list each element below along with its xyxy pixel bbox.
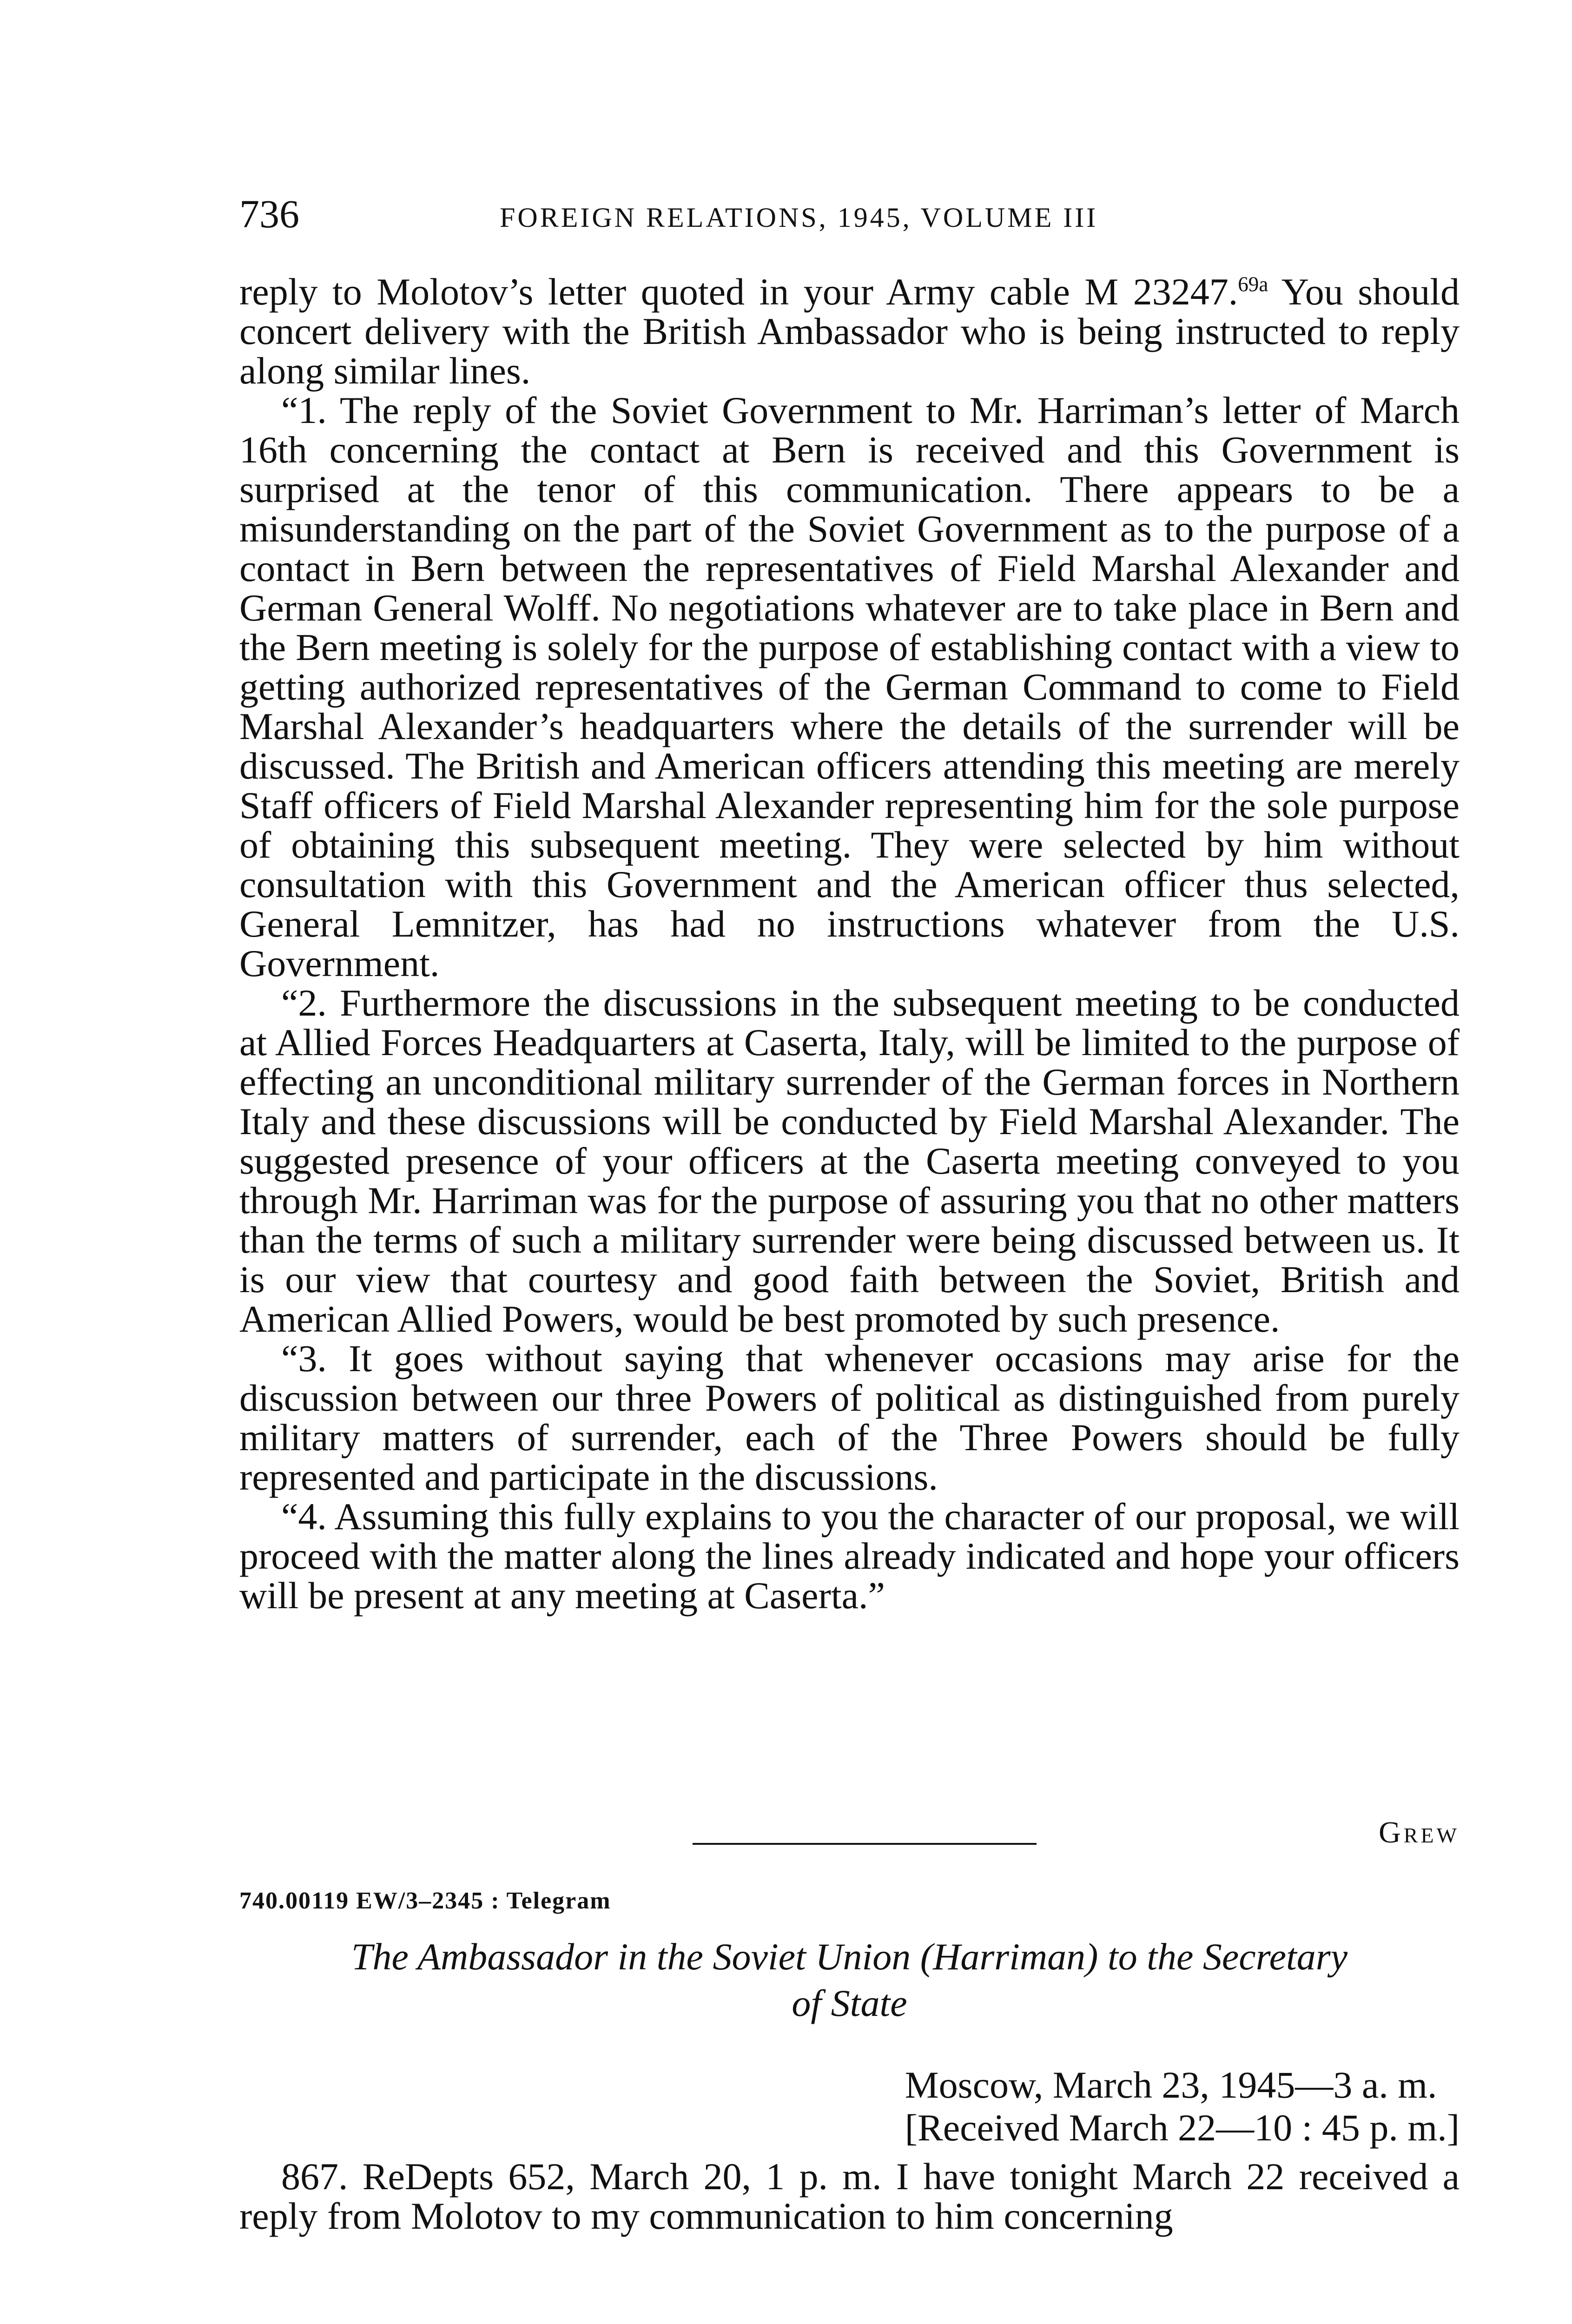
signature: Grew: [1379, 1816, 1460, 1849]
paragraph-4: “4. Assuming this fully explains to you the character of our proposal, we will proceed with the matter along the lines already indicated and hope your officers will be present at any meeting at Caserta.”: [239, 1495, 1460, 1617]
title-line-2: of State: [792, 1982, 907, 2024]
paragraph-1: “1. The reply of the Soviet Government to Mr. Harriman’s letter of March 16th concerning the contact at Bern is received and this Government is surprised at the tenor of this communication. There appears to be a misunderstanding on the part of the Soviet Government as to the purpose of a contact in Bern between the representatives of Field Marshal Alexander and German General Wolff. No negotiations whatever are to take place in Bern and the Bern meeting is solely for the purpose of establishing contact with a view to getting authorized representatives of the German Command to come to Field Marshal Alexander’s headquarters where the details of the surrender will be discussed. The British and American officers attending this meeting are merely Staff officers of Field Marshal Alexander representing him for the sole purpose of obtaining this subsequent meeting. They were selected by him without consultation with this Government and the American officer thus selected, General Lemnitzer, has had no instructions whatever from the U.S. Government.: [239, 389, 1460, 984]
running-head: FOREIGN RELATIONS, 1945, VOLUME III: [500, 202, 1098, 233]
title-line-1: The Ambassador in the Soviet Union (Harriman) to the Secretary: [351, 1935, 1348, 1978]
telegram-paragraph: 867. ReDepts 652, March 20, 1 p. m. I have tonight March 22 received a reply from Molotov to my communication to him concerning: [239, 2155, 1460, 2237]
paragraph-3: “3. It goes without saying that whenever occasions may arise for the discussion between our three Powers of political as distinguished from purely military matters of surrender, each of the Three Powers should be fully represented and participate in the discussions.: [239, 1337, 1460, 1498]
footnote-ref: 69a: [1238, 272, 1268, 296]
page-header: [239, 186, 1460, 242]
page-number: 736: [239, 191, 299, 236]
dateline-sent: Moscow, March 23, 1945—3 a. m.: [905, 2064, 1437, 2106]
document-title: [239, 1934, 1460, 2027]
paragraph-intro-text: reply to Molotov’s letter quoted in your Army cable M 23247.: [239, 271, 1238, 313]
paragraph-intro: [239, 272, 1460, 390]
paragraph-intro-rest: You should concert delivery with the British Ambassador who is being instructed to reply along similar lines.: [239, 271, 1460, 392]
telegram-text: [239, 2157, 1460, 2236]
main-text: [239, 272, 1460, 1615]
separator-rule: [693, 1843, 1037, 1845]
dateline: [905, 2064, 1460, 2149]
dateline-received: [Received March 22—10 : 45 p. m.]: [905, 2106, 1460, 2149]
paragraph-2: “2. Furthermore the discussions in the subsequent meeting to be conducted at Allied Forces Headquarters at Caserta, Italy, will be limited to the purpose of effecting an unconditional military surrender of the German forces in Northern Italy and these discussions will be conducted by Field Marshal Alexander. The suggested presence of your officers at the Caserta meeting conveyed to you through Mr. Harriman was for the purpose of assuring you that no other matters than the terms of such a military surrender were being discussed between us. It is our view that courtesy and good faith between the Soviet, British and American Allied Powers, would be best promoted by such presence.: [239, 982, 1460, 1340]
file-reference: 740.00119 EW/3–2345 : Telegram: [239, 1888, 611, 1914]
